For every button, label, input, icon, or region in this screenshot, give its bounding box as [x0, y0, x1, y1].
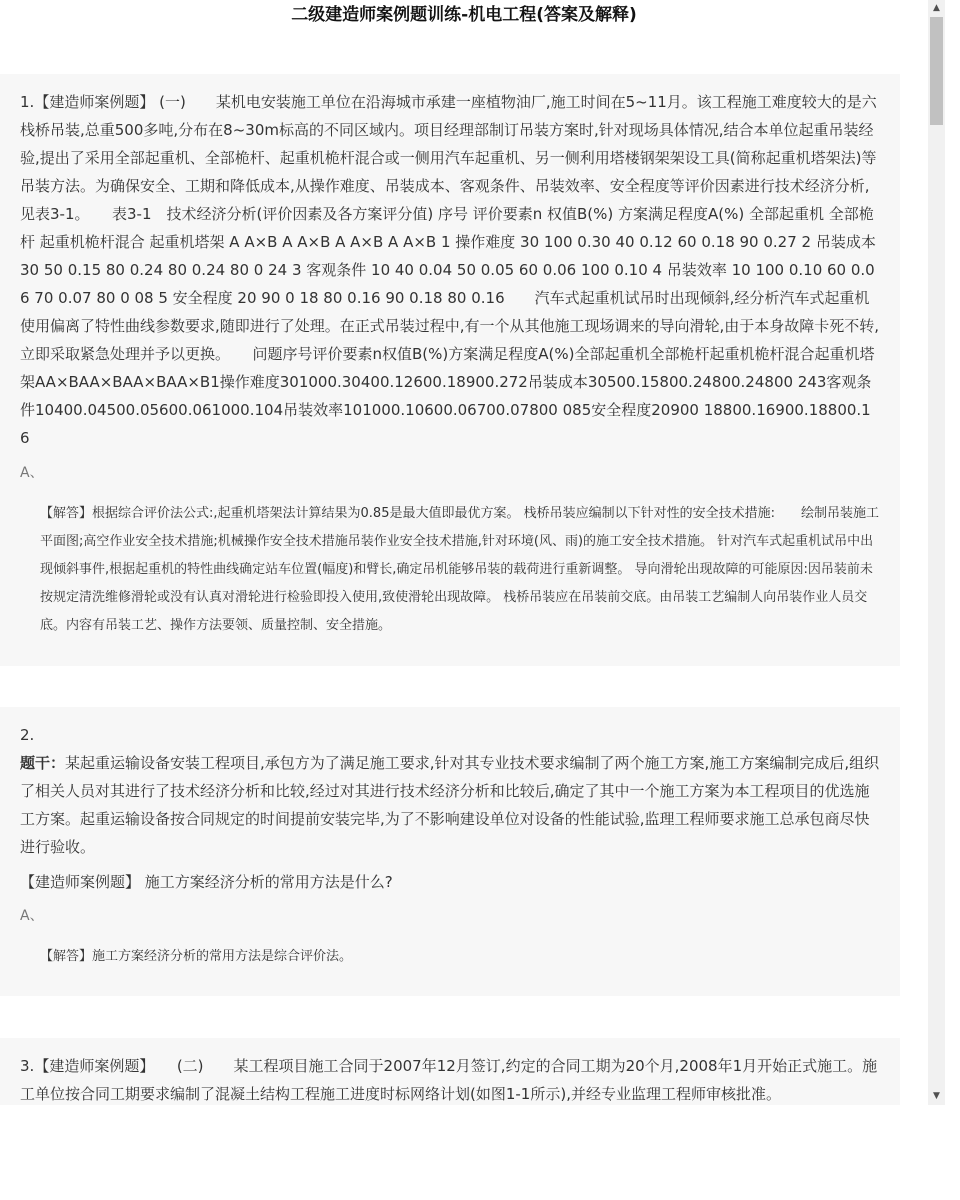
- question-card-3: [0, 1038, 900, 1105]
- vertical-scrollbar[interactable]: [928, 0, 945, 1105]
- question-tag: 【建造师案例题】: [34, 93, 155, 111]
- answer-explanation: [40, 500, 880, 640]
- answer-explanation: [40, 943, 880, 971]
- answer-tag: 【解答】: [40, 506, 93, 521]
- question-text: [20, 749, 880, 861]
- answer-tag: 【解答】: [40, 949, 93, 964]
- scroll-up-icon[interactable]: ▲: [933, 3, 940, 13]
- question-tag: 【建造师案例题】: [34, 1057, 147, 1075]
- scroll-thumb[interactable]: [930, 17, 943, 125]
- sub-question-text: 施工方案经济分析的常用方法是什么?: [144, 873, 393, 891]
- answer-body: 根据综合评价法公式:,起重机塔架法计算结果为0.85是最大值即最优方案。 栈桥吊装应编制以下针对性的安全技术措施: 绘制吊装施工平面图;高空作业安全技术措施;机械操作安全技术措施吊装作业安全技术措施,针对环境(风、雨)的施工安全技术措施。 针对汽车式起重机试吊中出现倾斜事件,根据起重机的特性曲线确定站车位置(幅度)和臂长,确定吊机能够吊装的载荷进行重新调整。 导向滑轮出现故障的可能原因:因吊装前未按规定清洗维修滑轮或没有认真对滑轮进行检验即投入使用,致使滑轮出现故障。 栈桥吊装应在吊装前交底。由吊装工艺编制人向吊装作业人员交底。内容有吊装工艺、操作方法要领、质量控制、安全措施。: [40, 506, 879, 633]
- page-title: 二级建造师案例题训练-机电工程(答案及解释): [291, 5, 637, 25]
- stem-label: 题干：: [20, 754, 66, 772]
- sub-question: [20, 869, 880, 895]
- question-body: (二) 某工程项目施工合同于2007年12月签订,约定的合同工期为20个月,2008年1月开始正式施工。施工单位按合同工期要求编制了混凝土结构工程施工进度时标网络计划(如图1-1所示),并经专业监理工程师审核批准。: [20, 1057, 878, 1103]
- question-number: 3.: [20, 1057, 35, 1075]
- sub-question-tag: 【建造师案例题】: [20, 873, 141, 891]
- answer-body: 施工方案经济分析的常用方法是综合评价法。: [92, 949, 353, 964]
- question-number: 2.: [20, 726, 35, 744]
- scroll-down-icon[interactable]: ▼: [933, 1091, 940, 1101]
- question-body: 某起重运输设备安装工程项目,承包方为了满足施工要求,针对其专业技术要求编制了两个施工方案,施工方案编制完成后,组织了相关人员对其进行了技术经济分析和比较,经过对其进行技术经济分析和比较后,确定了其中一个施工方案为本工程项目的优选施工方案。起重运输设备按合同规定的时间提前安装完毕,为了不影响建设单位对设备的性能试验,监理工程师要求施工总承包商尽快进行验收。: [20, 754, 880, 856]
- question-text: [20, 88, 880, 452]
- option-a[interactable]: A、: [20, 908, 44, 924]
- question-body: (一) 某机电安装施工单位在沿海城市承建一座植物油厂,施工时间在5~11月。该工程施工难度较大的是六栈桥吊装,总重500多吨,分布在8~30m标高的不同区域内。项目经理部制订吊装方案时,针对现场具体情况,结合本单位起重吊装经验,提出了采用全部起重机、全部桅杆、起重机桅杆混合或一侧用汽车起重机、另一侧利用塔楼钢架架设工具(简称起重机塔架法)等吊装方法。为确保安全、工期和降低成本,从操作难度、吊装成本、客观条件、吊装效率、安全程度等评价因素进行技术经济分析,见表3-1。 表3-1 技术经济分析(评价因素及各方案评分值) 序号 评价要素n 权值B(%) 方案满足程度A(%) 全部起重机 全部桅杆 起重机桅杆混合 起重机塔架 A A×B A A×B A A×B A A×B 1 操作难度 30 100 0.30 40 0.12 60 0.18 90 0.27 2 吊装成本 30 50 0.15 80 0.24 80 0.24 80 0 24 3 客观条件 10 40 0.04 50 0.05 60 0.06 100 0.10 4 吊装效率 10 100 0.10 60 0.06 70 0.07 80 0 08 5 安全程度 20 90 0 18 80 0.16 90 0.18 80 0.16 汽车式起重机试吊时出现倾斜,经分析汽车式起重机使用偏离了特性曲线参数要求,随即进行了处理。在正式吊装过程中,有一个从其他施工现场调来的导向滑轮,由于本身故障卡死不转,立即采取紧急处理并予以更换。 问题序号评价要素n权值B(%)方案满足程度A(%)全部起重机全部桅杆起重机桅杆混合起重机塔架AA×BAA×BAA×BAA×B1操作难度301000.30400.12600.18900.272吊装成本30500.15800.24800.24800 243客观条件10400.04500.05600.061000.104吊装效率101000.10600.06700.07800 085安全程度20900 18800.16900.18800.16: [20, 93, 880, 447]
- question-text: [20, 1052, 880, 1105]
- question-card-1: [0, 74, 900, 666]
- option-a[interactable]: A、: [20, 465, 44, 481]
- question-card-2: [0, 707, 900, 996]
- question-number: 1.: [20, 93, 35, 111]
